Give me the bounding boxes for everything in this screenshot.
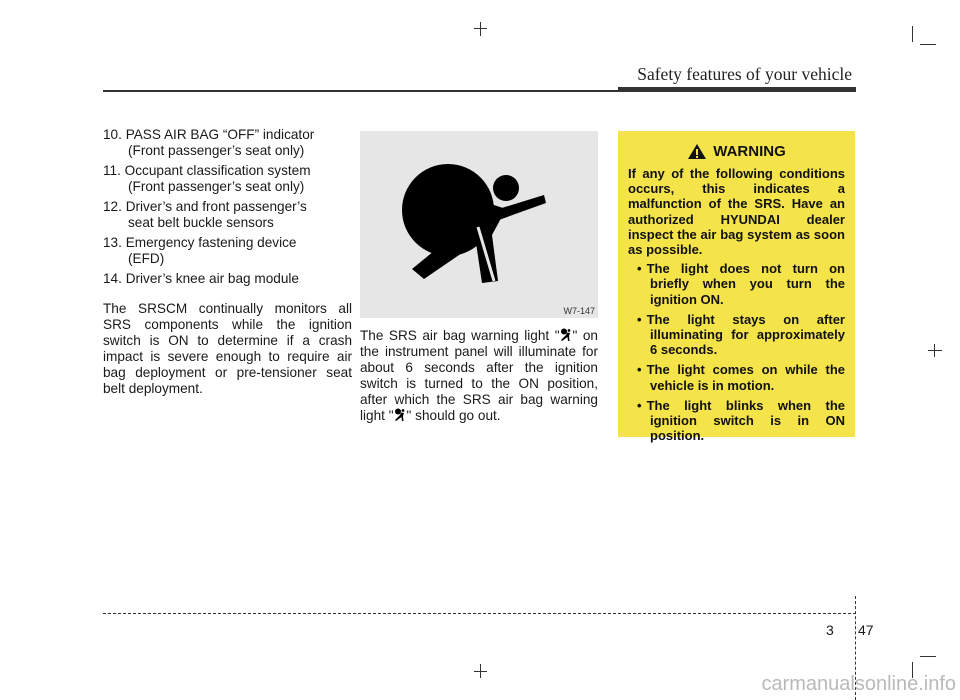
warning-intro: If any of the following conditions occurs, this indicates a malfunction of the SRS. Have an authorized HYUNDAI dealer inspect the air bag system as soon as possible.	[628, 166, 845, 258]
item-number: 12.	[103, 199, 122, 214]
page-number: 47	[858, 622, 874, 638]
airbag-warning-icon	[560, 328, 573, 342]
airbag-warning-icon	[394, 408, 407, 422]
warning-box	[618, 131, 855, 444]
item-continuation: (Front passenger’s seat only)	[128, 179, 305, 194]
text-part: " should go out.	[406, 408, 501, 423]
item-continuation: (EFD)	[128, 251, 165, 266]
list-item	[103, 235, 352, 267]
warning-item: • The light stays on after illuminating for approximately 6 seconds.	[628, 312, 845, 358]
section-title: Safety features of your vehicle	[637, 64, 852, 84]
item-text: PASS AIR BAG “OFF” indicator	[125, 127, 315, 142]
crop-mark-top-right	[912, 26, 913, 42]
srscm-paragraph: The SRSCM continually monitors all SRS components while the ignition switch is ON to determine if a crash impact is severe enough to require air bag deployment or pre-tensioner seat belt deployment.	[103, 301, 352, 396]
watermark: carmanualsonline.info	[761, 673, 956, 695]
warning-item: • The light does not turn on briefly when you turn the ignition ON.	[628, 261, 845, 307]
item-number: 11.	[103, 163, 121, 178]
warning-item: • The light comes on while the vehicle is in motion.	[628, 362, 845, 392]
crop-mark-top-center	[474, 28, 487, 29]
crop-mark-bottom-right	[920, 656, 936, 657]
list-item	[103, 199, 352, 231]
airbag-warning-icon	[360, 131, 598, 318]
list-item	[103, 127, 352, 159]
crop-mark-right-center	[934, 344, 935, 357]
middle-column-text	[360, 328, 598, 424]
warning-header	[628, 143, 845, 160]
warning-item: • The light blinks when the ignition switch is in ON position.	[628, 398, 845, 444]
item-text: Driver’s and front passenger’s	[125, 199, 307, 214]
list-item	[103, 271, 352, 287]
footer-rule	[103, 613, 856, 614]
header-rule-accent	[618, 87, 856, 92]
item-continuation: (Front passenger’s seat only)	[128, 143, 305, 158]
item-text: Emergency fastening device	[125, 235, 297, 250]
chapter-number: 3	[826, 622, 834, 638]
left-column	[103, 127, 352, 397]
crop-mark-right-center	[928, 350, 942, 351]
list-item	[103, 163, 352, 195]
crop-mark-top-right	[920, 44, 936, 45]
item-continuation: seat belt buckle sensors	[128, 215, 274, 230]
item-number: 14.	[103, 271, 122, 286]
item-text: Occupant classification system	[124, 163, 311, 178]
item-text: Driver’s knee air bag module	[125, 271, 299, 286]
item-number: 10.	[103, 127, 122, 142]
figure-label: W7-147	[563, 306, 595, 316]
item-number: 13.	[103, 235, 122, 250]
warning-list	[628, 261, 845, 443]
text-part: " on the instrument panel will illuminate for about 6 seconds after the ignition switch is turned to the ON position, after which the SRS air bag warning light "	[360, 328, 598, 423]
warning-title: WARNING	[713, 142, 786, 160]
crop-mark-top-center	[480, 22, 481, 36]
text-part: The SRS air bag warning light "	[360, 328, 560, 343]
airbag-warning-figure	[360, 131, 598, 318]
crop-mark-bottom-center	[474, 671, 487, 672]
warning-triangle-icon	[687, 143, 707, 160]
